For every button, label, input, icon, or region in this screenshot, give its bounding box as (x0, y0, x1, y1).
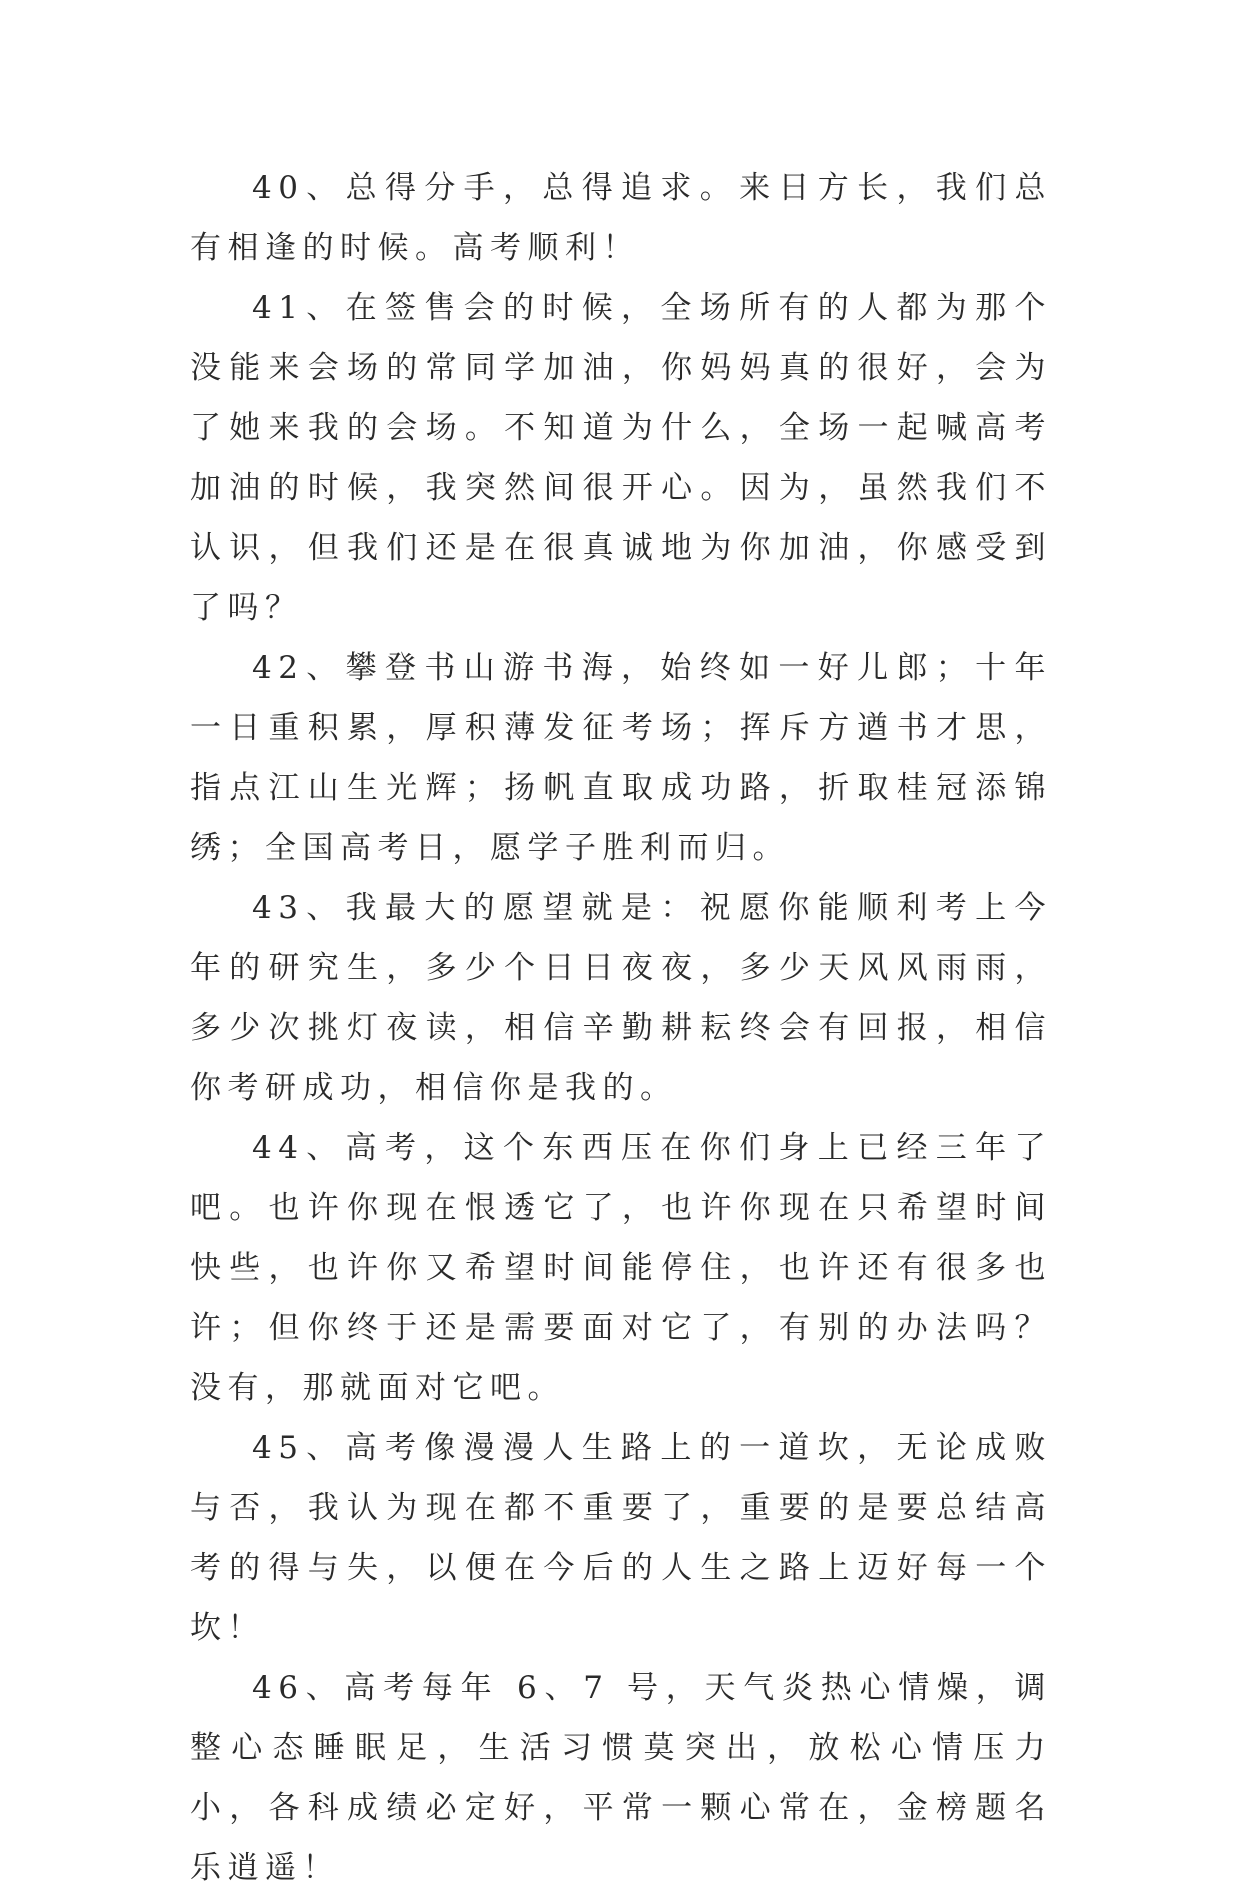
paragraph-43: 43、我最大的愿望就是：祝愿你能顺利考上今年的研究生，多少个日日夜夜，多少天风风雨雨，多少次挑灯夜读，相信辛勤耕耘终会有回报，相信你考研成功，相信你是我的。 (190, 890, 1052, 1106)
paragraph-46: 46、高考每年 6、7 号，天气炎热心情燥，调整心态睡眠足，生活习惯莫突出，放松心情压力小，各科成绩必定好，平常一颗心常在，金榜题名乐逍遥！ (190, 1670, 1052, 1886)
paragraph-42: 42、攀登书山游书海，始终如一好儿郎；十年一日重积累，厚积薄发征考场；挥斥方遒书才思，指点江山生光辉；扬帆直取成功路，折取桂冠添锦绣；全国高考日，愿学子胜利而归。 (190, 650, 1052, 866)
paragraph-45: 45、高考像漫漫人生路上的一道坎，无论成败与否，我认为现在都不重要了，重要的是要总结高考的得与失，以便在今后的人生之路上迈好每一个坎！ (190, 1430, 1052, 1646)
paragraph-41: 41、在签售会的时候，全场所有的人都为那个没能来会场的常同学加油，你妈妈真的很好，会为了她来我的会场。不知道为什么，全场一起喊高考加油的时候，我突然间很开心。因为，虽然我们不认识，但我们还是在很真诚地为你加油，你感受到了吗？ (190, 290, 1052, 626)
paragraph-40: 40、总得分手，总得追求。来日方长，我们总有相逢的时候。高考顺利！ (190, 170, 1052, 266)
paragraph-44: 44、高考，这个东西压在你们身上已经三年了吧。也许你现在恨透它了，也许你现在只希望时间快些，也许你又希望时间能停住，也许还有很多也许；但你终于还是需要面对它了，有别的办法吗？没有，那就面对它吧。 (190, 1130, 1052, 1406)
document-body (190, 158, 1052, 1898)
